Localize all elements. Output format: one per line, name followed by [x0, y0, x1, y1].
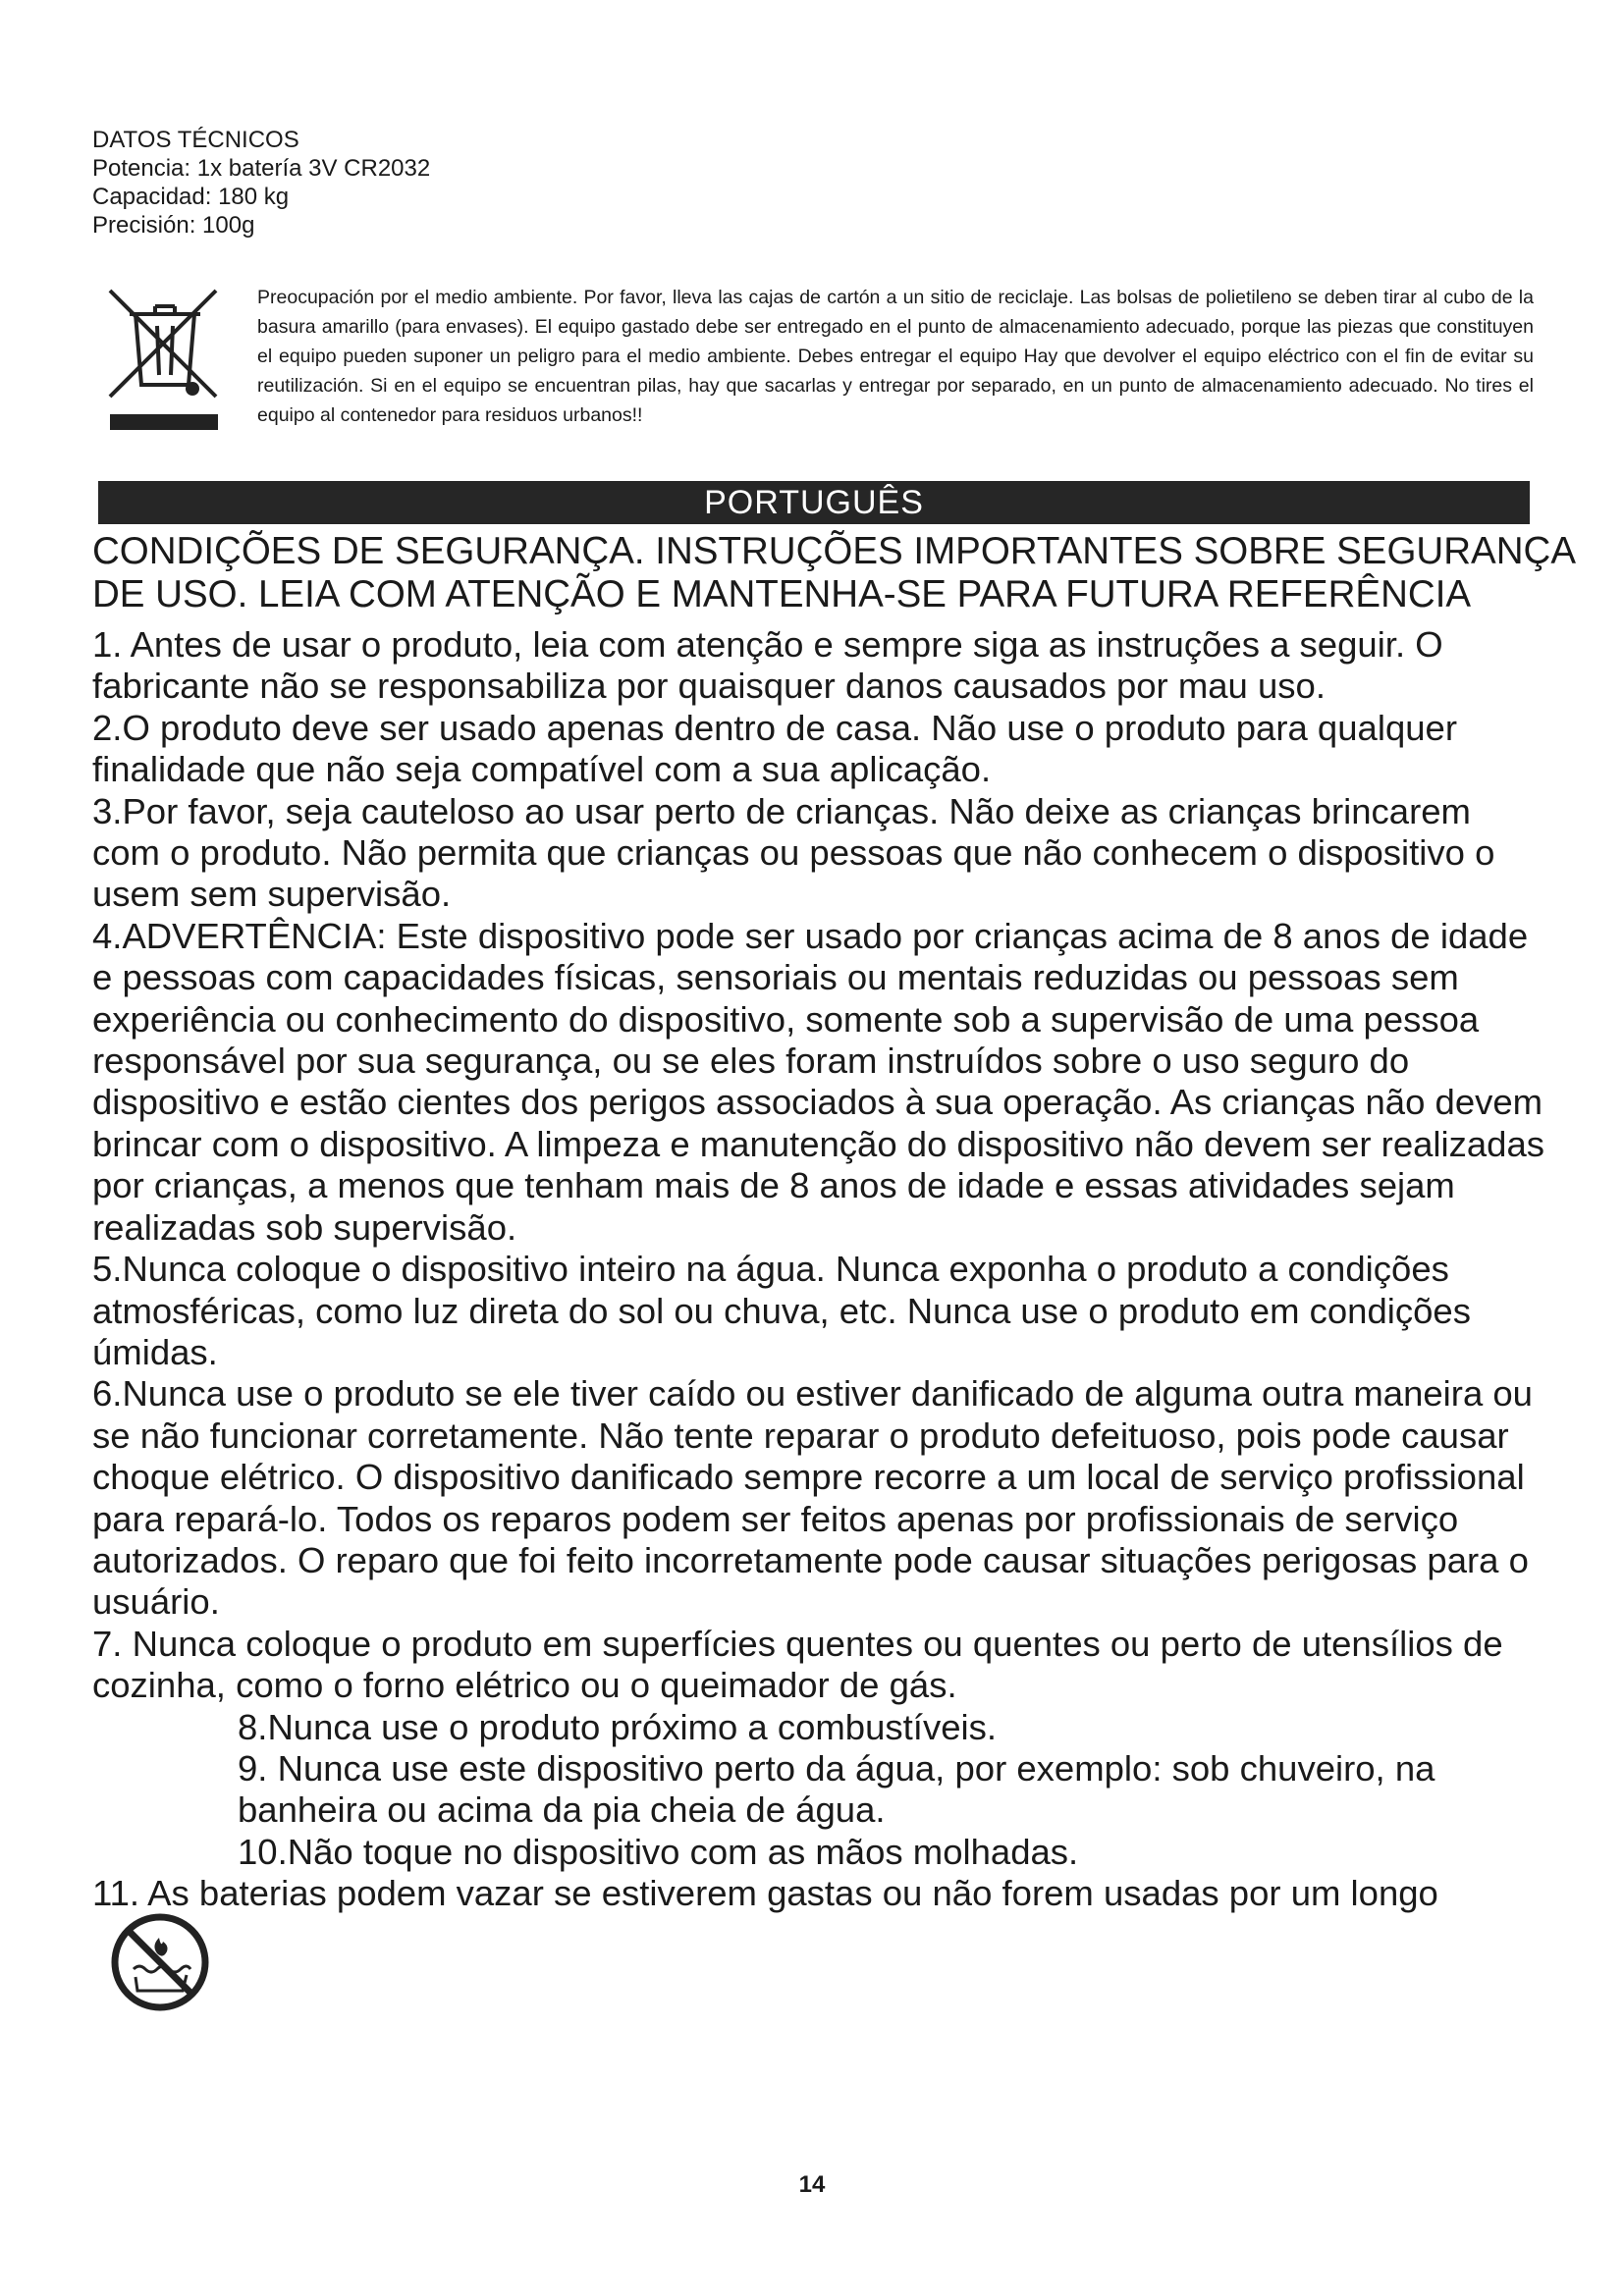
instruction-4: 4.ADVERTÊNCIA: Este dispositivo pode ser usado por crianças acima de 8 anos de idade e pessoas com capacidades físicas, sensoriais ou mentais reduzidas ou pessoas sem experiência ou conhecimento do dispositivo, somente sob a supervisão de uma pessoa responsável por sua segurança, ou se eles foram instruídos sobre o uso seguro do dispositivo e estão cientes dos perigos associados à sua operação. As crianças não devem brincar com o dispositivo. A limpeza e manutenção do dispositivo não devem ser realizadas por crianças, a menos que tenham mais de 8 anos de idade e essas atividades sejam realizadas sob supervisão.: [92, 915, 1545, 1248]
environmental-notice: Preocupación por el medio ambiente. Por favor, lleva las cajas de cartón a un sitio de reciclaje. Las bolsas de polietileno se deben tirar al cubo de la basura amarillo (para envases). El equipo gastado debe ser entregado en el punto de almacenamiento adecuado, porque las piezas que constituyen el equipo pueden suponer un peligro para el medio ambiente. Debes entregar el equipo Hay que devolver el equipo eléctrico con el fin de evitar su reutilización. Si en el equipo se encuentran pilas, hay que sacarlas y entregar por separado, en un punto de almacenamiento adecuado. No tires el equipo al contenedor para residuos urbanos!!: [257, 287, 1534, 426]
no-fire-water-icon: [108, 1910, 212, 2014]
technical-data: [92, 126, 430, 240]
instruction-6: 6.Nunca use o produto se ele tiver caído ou estiver danificado de alguma outra maneira ou se não funcionar corretamente. Não tente reparar o produto defeituoso, pois pode causar choque elétrico. O dispositivo danificado sempre recorre a um local de serviço profissional para repará-lo. Todos os reparos podem ser feitos apenas por profissionais de serviço autorizados. O reparo que foi feito incorretamente pode causar situações perigosas para o usuário.: [92, 1373, 1533, 1623]
instruction-11: 11. As baterias podem vazar se estiverem gastas ou não forem usadas por um longo: [92, 1873, 1438, 1914]
technical-data-capacity: Capacidad: 180 kg: [92, 184, 290, 210]
safety-instructions: [92, 624, 1545, 1915]
technical-data-title: DATOS TÉCNICOS: [92, 127, 299, 153]
technical-data-precision: Precisión: 100g: [92, 212, 255, 239]
instruction-5: 5.Nunca coloque o dispositivo inteiro na água. Nunca exponha o produto a condições atmosféricas, como luz direta do sol ou chuva, etc. Nunca use o produto em condições úmidas.: [92, 1249, 1471, 1372]
technical-data-power: Potencia: 1x batería 3V CR2032: [92, 155, 431, 182]
instruction-3: 3.Por favor, seja cauteloso ao usar perto de crianças. Não deixe as crianças brincarem com o produto. Não permita que crianças ou pessoas que não conhecem o dispositivo o usem sem supervisão.: [92, 790, 1495, 915]
instruction-8: 8.Nunca use o produto próximo a combustíveis.: [238, 1706, 997, 1747]
safety-heading-line-2: DE USO. LEIA COM ATENÇÃO E MANTENHA-SE PARA FUTURA REFERÊNCIA: [92, 573, 1472, 615]
safety-heading: [92, 530, 1576, 616]
language-banner: PORTUGUÊS: [98, 481, 1530, 524]
instruction-9: 9. Nunca use este dispositivo perto da água, por exemplo: sob chuveiro, na banheira ou acima da pia cheia de água.: [238, 1747, 1435, 1831]
instruction-7: 7. Nunca coloque o produto em superfícies quentes ou quentes ou perto de utensílios de cozinha, como o forno elétrico ou o queimador de gás.: [92, 1623, 1503, 1706]
safety-heading-line-1: CONDIÇÕES DE SEGURANÇA. INSTRUÇÕES IMPORTANTES SOBRE SEGURANÇA: [92, 530, 1576, 572]
instruction-10: 10.Não toque no dispositivo com as mãos molhadas.: [238, 1831, 1079, 1872]
instruction-2: 2.O produto deve ser usado apenas dentro de casa. Não use o produto para qualquer finalidade que não seja compatível com a sua aplicação.: [92, 707, 1457, 790]
instruction-1: 1. Antes de usar o produto, leia com atenção e sempre siga as instruções a seguir. O fabricante não se responsabiliza por quaisquer danos causados por mau uso.: [92, 624, 1443, 707]
page-number: 14: [798, 2171, 826, 2198]
crossed-out-bin-icon: [106, 287, 224, 434]
